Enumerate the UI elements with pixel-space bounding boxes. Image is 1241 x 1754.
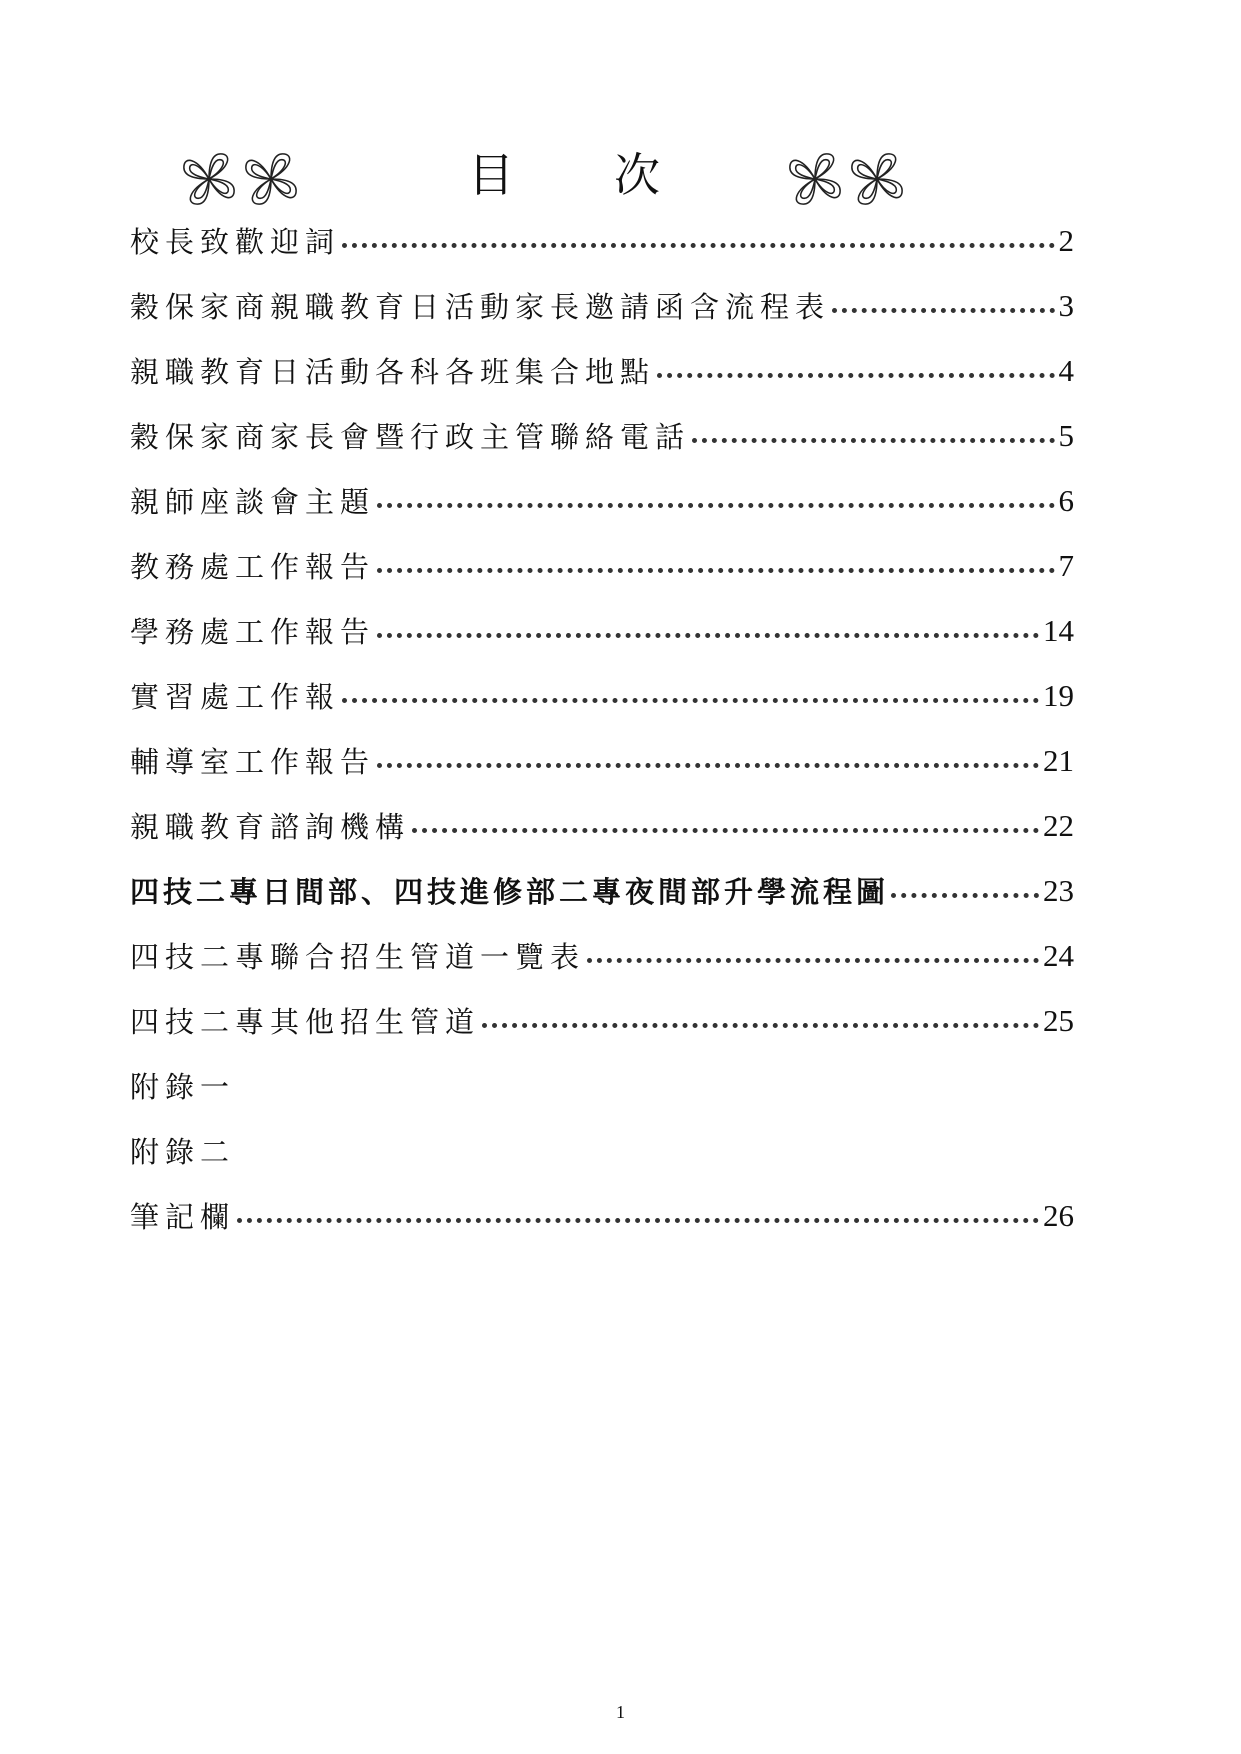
toc-entry-label: 學務處工作報告: [130, 610, 375, 651]
toc-entry[interactable]: [130, 338, 1074, 403]
toc-entry-page: 3: [1058, 287, 1074, 323]
left-ornament: [180, 150, 300, 208]
toc-entry[interactable]: [130, 403, 1074, 468]
toc-entry[interactable]: [130, 1053, 1074, 1118]
page-title-char-2: 次: [614, 148, 660, 202]
dot-leader: [342, 698, 1039, 703]
toc-entry-label: 四技二專其他招生管道: [130, 1000, 480, 1041]
dot-leader: [482, 1023, 1039, 1028]
dot-leader: [587, 958, 1039, 963]
toc-entry-label: 校長致歡迎詞: [130, 220, 340, 261]
toc-entry-label: 附錄一: [130, 1065, 235, 1106]
toc-entry-page: 21: [1043, 742, 1074, 778]
four-petal-knot-icon: [848, 150, 906, 208]
toc-entry-label: 實習處工作報: [130, 675, 340, 716]
dot-leader: [891, 893, 1039, 898]
toc-entry-page: 2: [1058, 222, 1074, 258]
dot-leader: [237, 1218, 1039, 1223]
toc-entry-page: 4: [1058, 352, 1074, 388]
dot-leader: [377, 568, 1054, 573]
right-ornament: [786, 150, 906, 208]
toc-entry-page: 23: [1043, 872, 1074, 908]
toc-entry-page: 7: [1058, 547, 1074, 583]
toc-entry-page: 6: [1058, 482, 1074, 518]
toc-entry-page: 22: [1043, 807, 1074, 843]
toc-entry[interactable]: [130, 663, 1074, 728]
dot-leader: [832, 308, 1054, 313]
dot-leader: [377, 503, 1054, 508]
page-title-char-1: 目: [468, 148, 514, 202]
toc-entry-page: 14: [1043, 612, 1074, 648]
toc-entry[interactable]: [130, 208, 1074, 273]
page-number: 1: [616, 1702, 625, 1722]
toc-entry-page: 26: [1043, 1197, 1074, 1233]
toc-entry[interactable]: [130, 533, 1074, 598]
toc-entry-label: 附錄二: [130, 1130, 235, 1171]
toc-entry-page: 19: [1043, 677, 1074, 713]
toc-entry-label: 輔導室工作報告: [130, 740, 375, 781]
toc-entry[interactable]: [130, 273, 1074, 338]
toc-entry[interactable]: [130, 728, 1074, 793]
toc-entry-label: 四技二專聯合招生管道一覽表: [130, 935, 585, 976]
table-of-contents: [130, 208, 1074, 1248]
toc-entry-page: 5: [1058, 417, 1074, 453]
dot-leader: [692, 438, 1054, 443]
toc-entry[interactable]: [130, 988, 1074, 1053]
dot-leader: [412, 828, 1039, 833]
toc-entry[interactable]: [130, 598, 1074, 663]
toc-entry-label: 親職教育日活動各科各班集合地點: [130, 350, 655, 391]
toc-entry[interactable]: [130, 468, 1074, 533]
toc-entry-label: 穀保家商家長會暨行政主管聯絡電話: [130, 415, 690, 456]
toc-entry-label: 親師座談會主題: [130, 480, 375, 521]
toc-entry[interactable]: [130, 923, 1074, 988]
dot-leader: [377, 633, 1039, 638]
dot-leader: [377, 763, 1039, 768]
toc-entry[interactable]: [130, 1183, 1074, 1248]
toc-entry-label: 四技二專日間部、四技進修部二專夜間部升學流程圖: [130, 870, 889, 911]
toc-entry-highlighted[interactable]: [130, 858, 1074, 923]
dot-leader: [657, 373, 1054, 378]
toc-entry-label: 穀保家商親職教育日活動家長邀請函含流程表: [130, 285, 830, 326]
toc-entry-label: 親職教育諮詢機構: [130, 805, 410, 846]
toc-entry-page: 24: [1043, 937, 1074, 973]
four-petal-knot-icon: [242, 150, 300, 208]
four-petal-knot-icon: [180, 150, 238, 208]
toc-entry-page: 25: [1043, 1002, 1074, 1038]
toc-entry-label: 教務處工作報告: [130, 545, 375, 586]
toc-entry[interactable]: [130, 793, 1074, 858]
toc-entry-label: 筆記欄: [130, 1195, 235, 1236]
toc-entry[interactable]: [130, 1118, 1074, 1183]
dot-leader: [342, 243, 1054, 248]
four-petal-knot-icon: [786, 150, 844, 208]
